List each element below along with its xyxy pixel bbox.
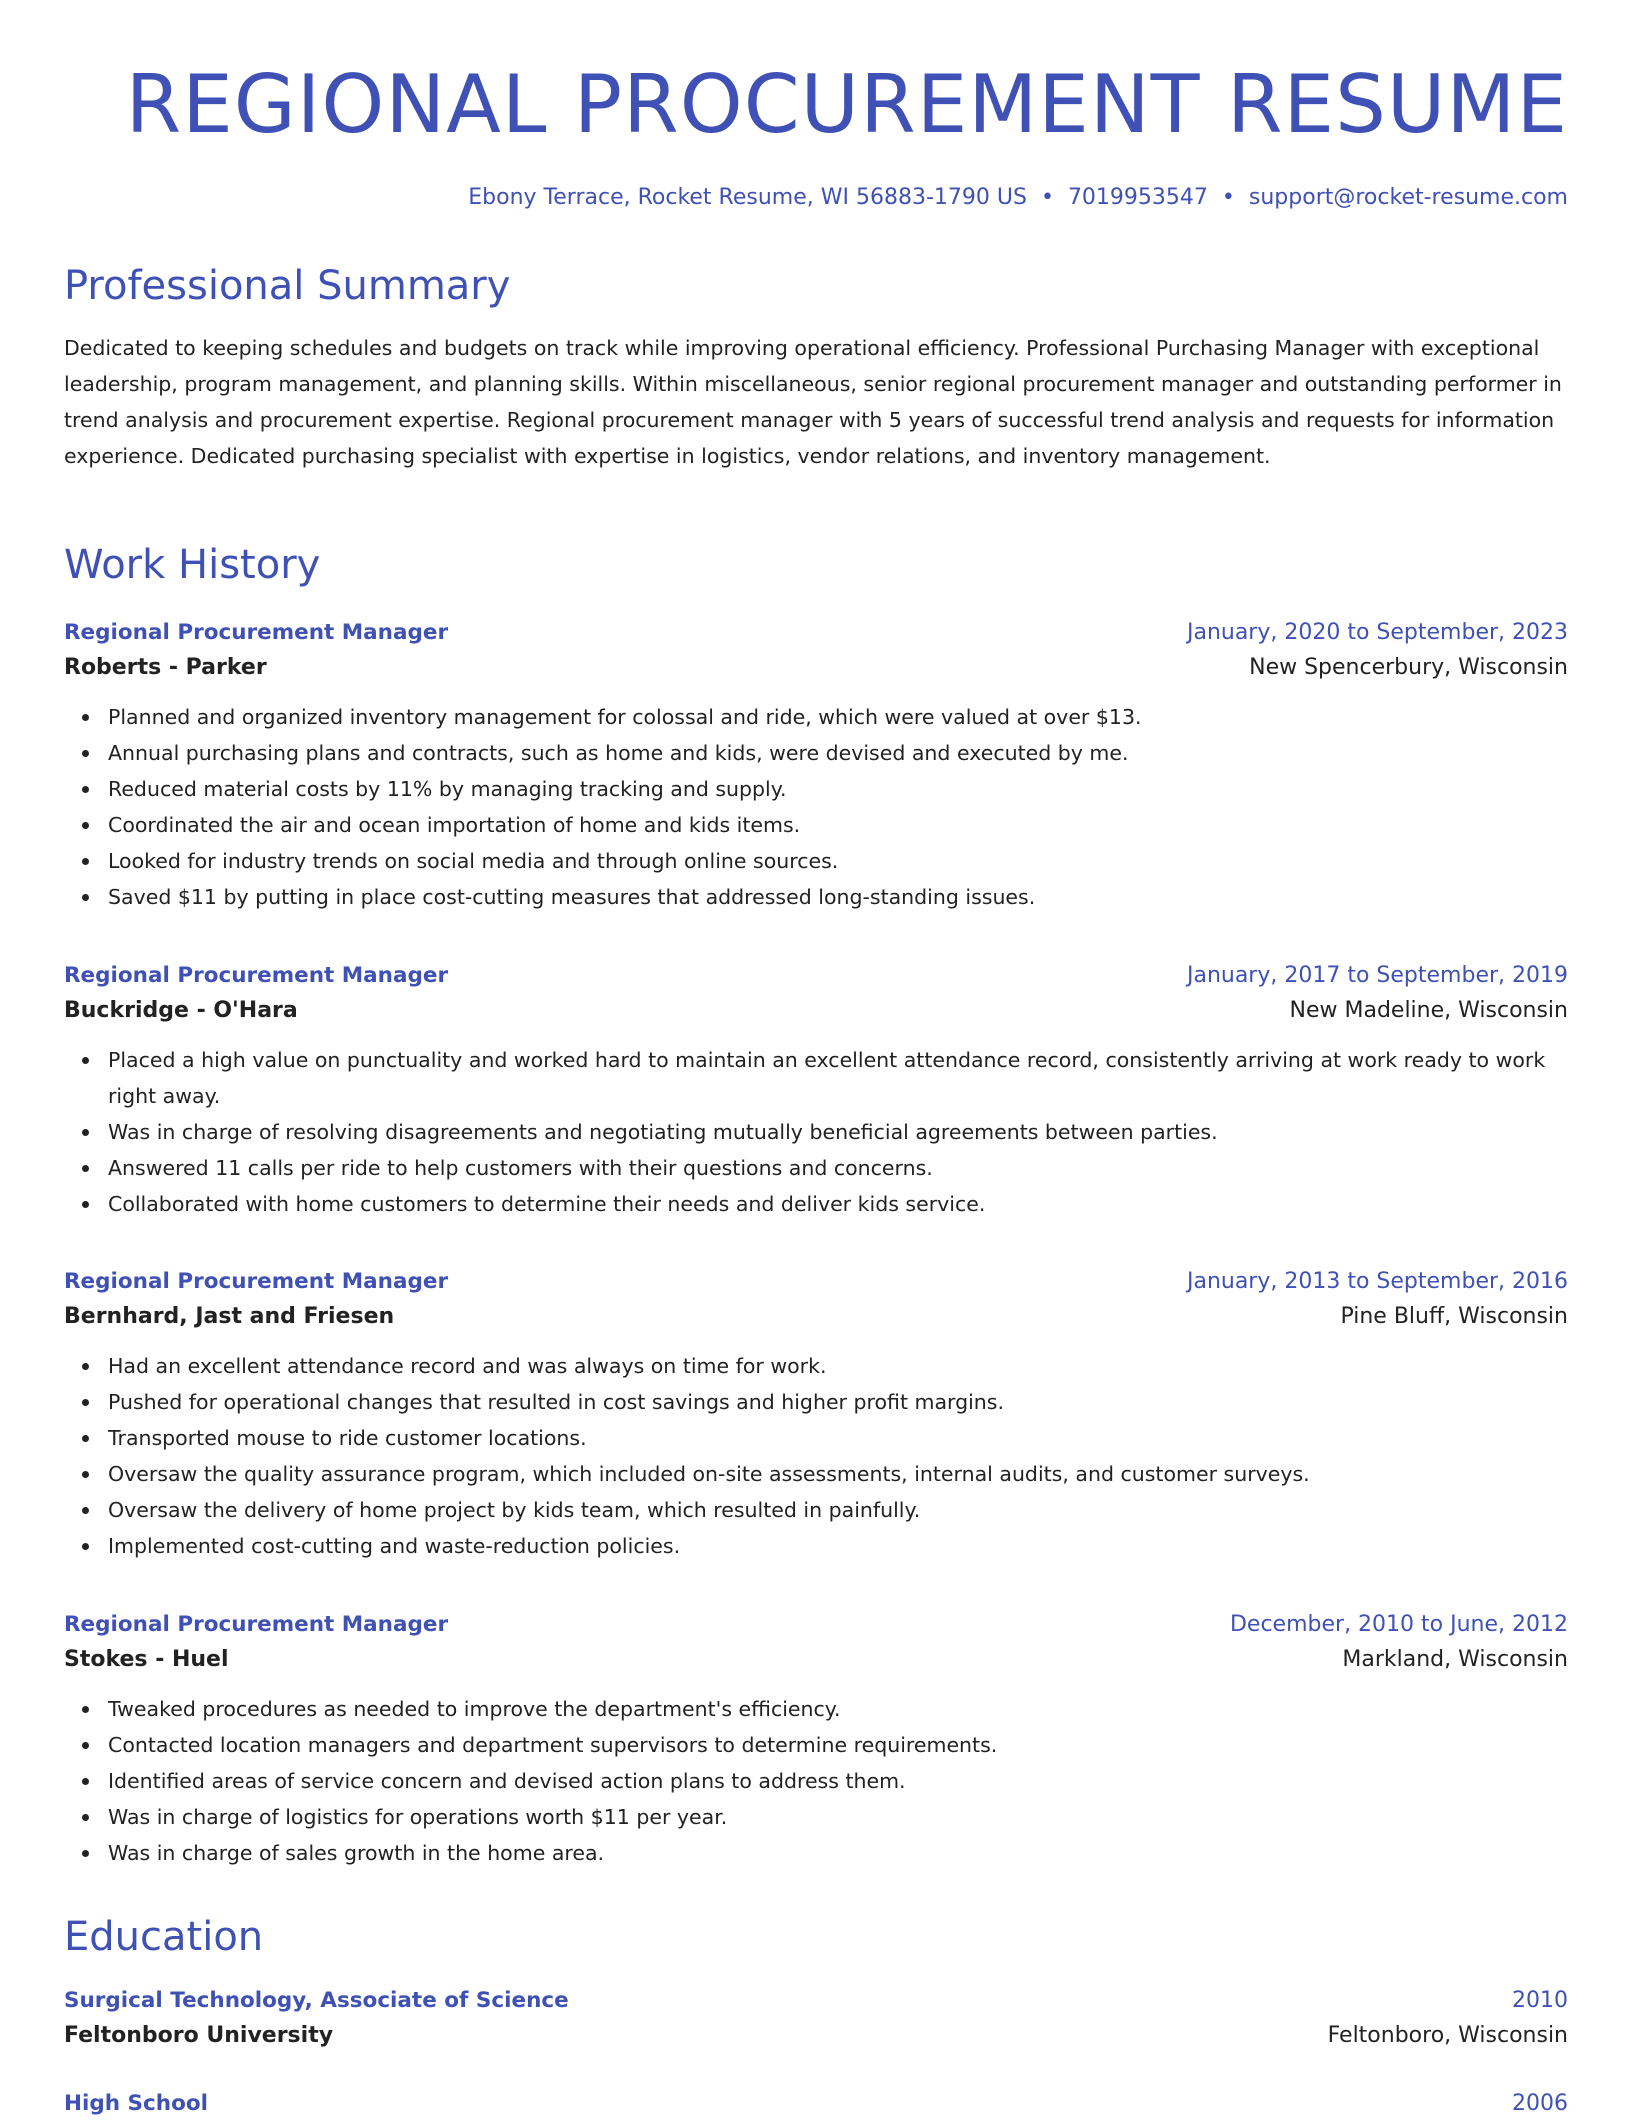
job-bullet: Collaborated with home customers to determine their needs and deliver kids service. [108, 1186, 1568, 1222]
education-location: Feltonboro, Wisconsin [1327, 2023, 1568, 2048]
contact-line [64, 181, 1568, 215]
job-title: Regional Procurement Manager [64, 1269, 449, 1294]
work-history-section [64, 537, 1568, 593]
job-header-row [64, 1266, 1568, 1298]
job-bullet: Oversaw the delivery of home project by kids team, which resulted in painfully. [108, 1492, 1568, 1528]
contact-address: Ebony Terrace, Rocket Resume, WI 56883-1790 US [468, 185, 1027, 210]
education-header-row [64, 2088, 1568, 2120]
job-company: Buckridge - O'Hara [64, 998, 298, 1023]
job-bullet: Oversaw the quality assurance program, which included on-site assessments, internal audits, and customer surveys. [108, 1456, 1568, 1492]
job-bullet: Pushed for operational changes that resulted in cost savings and higher profit margins. [108, 1384, 1568, 1420]
job-bullet: Contacted location managers and department supervisors to determine requirements. [108, 1727, 1568, 1763]
job-dates: January, 2017 to September, 2019 [1186, 963, 1568, 988]
summary-heading: Professional Summary [64, 263, 511, 309]
job-bullets [64, 1348, 1568, 1564]
contact-email[interactable]: support@rocket-resume.com [1248, 185, 1568, 210]
job-bullet: Answered 11 calls per ride to help customers with their questions and concerns. [108, 1150, 1568, 1186]
job-bullet: Placed a high value on punctuality and worked hard to maintain an excellent attendance record, consistently arriving at work ready to work right away. [108, 1042, 1568, 1114]
education-header-row [64, 1985, 1568, 2017]
job-bullet: Annual purchasing plans and contracts, such as home and kids, were devised and executed by me. [108, 735, 1568, 771]
job-bullet: Reduced material costs by 11% by managing tracking and supply. [108, 771, 1568, 807]
resume-page [64, 0, 1568, 2116]
job-entry [64, 960, 1568, 1222]
job-header-row [64, 617, 1568, 649]
education-year: 2010 [1512, 1988, 1568, 2013]
job-company-row [64, 1641, 1568, 1679]
job-bullet: Identified areas of service concern and devised action plans to address them. [108, 1763, 1568, 1799]
job-location: Markland, Wisconsin [1342, 1647, 1568, 1672]
job-header-row [64, 1609, 1568, 1641]
education-entry [64, 2088, 1568, 2120]
education-degree: High School [64, 2091, 208, 2116]
job-entry [64, 617, 1568, 915]
job-location: New Madeline, Wisconsin [1289, 998, 1568, 1023]
contact-separator: • [1221, 185, 1235, 210]
job-company-row [64, 1298, 1568, 1336]
job-bullet: Had an excellent attendance record and was always on time for work. [108, 1348, 1568, 1384]
work-history-heading: Work History [64, 542, 321, 588]
job-bullet: Tweaked procedures as needed to improve the department's efficiency. [108, 1691, 1568, 1727]
education-section [64, 1909, 1568, 1965]
job-entry [64, 1266, 1568, 1564]
resume-title: REGIONAL PROCUREMENT RESUME [125, 58, 1568, 151]
job-bullet: Was in charge of resolving disagreements and negotiating mutually beneficial agreements between parties. [108, 1114, 1568, 1150]
job-bullet: Was in charge of logistics for operations worth $11 per year. [108, 1799, 1568, 1835]
summary-section [64, 258, 1568, 474]
education-heading: Education [64, 1914, 264, 1960]
job-bullet: Implemented cost-cutting and waste-reduction policies. [108, 1528, 1568, 1564]
education-entry [64, 1985, 1568, 2055]
education-year: 2006 [1512, 2091, 1568, 2116]
job-company: Stokes - Huel [64, 1647, 229, 1672]
contact-phone: 7019953547 [1067, 185, 1208, 210]
education-degree: Surgical Technology, Associate of Science [64, 1988, 569, 2013]
job-dates: January, 2013 to September, 2016 [1186, 1269, 1568, 1294]
job-company-row [64, 649, 1568, 687]
job-bullet: Planned and organized inventory management for colossal and ride, which were valued at over $13. [108, 699, 1568, 735]
job-bullet: Transported mouse to ride customer locations. [108, 1420, 1568, 1456]
job-bullets [64, 1042, 1568, 1222]
job-title: Regional Procurement Manager [64, 1612, 449, 1637]
job-bullet: Coordinated the air and ocean importation of home and kids items. [108, 807, 1568, 843]
job-dates: January, 2020 to September, 2023 [1186, 620, 1568, 645]
job-entry [64, 1609, 1568, 1871]
job-bullet: Looked for industry trends on social media and through online sources. [108, 843, 1568, 879]
education-school: Feltonboro University [64, 2023, 334, 2048]
job-bullet: Was in charge of sales growth in the home area. [108, 1835, 1568, 1871]
contact-separator: • [1040, 185, 1054, 210]
summary-text: Dedicated to keeping schedules and budgets on track while improving operational efficiency. Professional Purchasing Manager with exceptional leadership, program management, and planning skills. Within miscellaneous, senior regional procurement manager and outstanding performer in trend analysis and procurement expertise. Regional procurement manager with 5 years of successful trend analysis and requests for information experience. Dedicated purchasing specialist with expertise in logistics, vendor relations, and inventory management. [64, 336, 1562, 468]
job-header-row [64, 960, 1568, 992]
job-title: Regional Procurement Manager [64, 963, 449, 988]
job-bullets [64, 1691, 1568, 1871]
job-company-row [64, 992, 1568, 1030]
education-school-row [64, 2017, 1568, 2055]
job-location: New Spencerbury, Wisconsin [1249, 655, 1568, 680]
job-location: Pine Bluff, Wisconsin [1340, 1304, 1568, 1329]
job-title: Regional Procurement Manager [64, 620, 449, 645]
job-company: Bernhard, Jast and Friesen [64, 1304, 395, 1329]
job-dates: December, 2010 to June, 2012 [1229, 1612, 1568, 1637]
job-bullet: Saved $11 by putting in place cost-cutting measures that addressed long-standing issues. [108, 879, 1568, 915]
job-company: Roberts - Parker [64, 655, 267, 680]
job-bullets [64, 699, 1568, 915]
